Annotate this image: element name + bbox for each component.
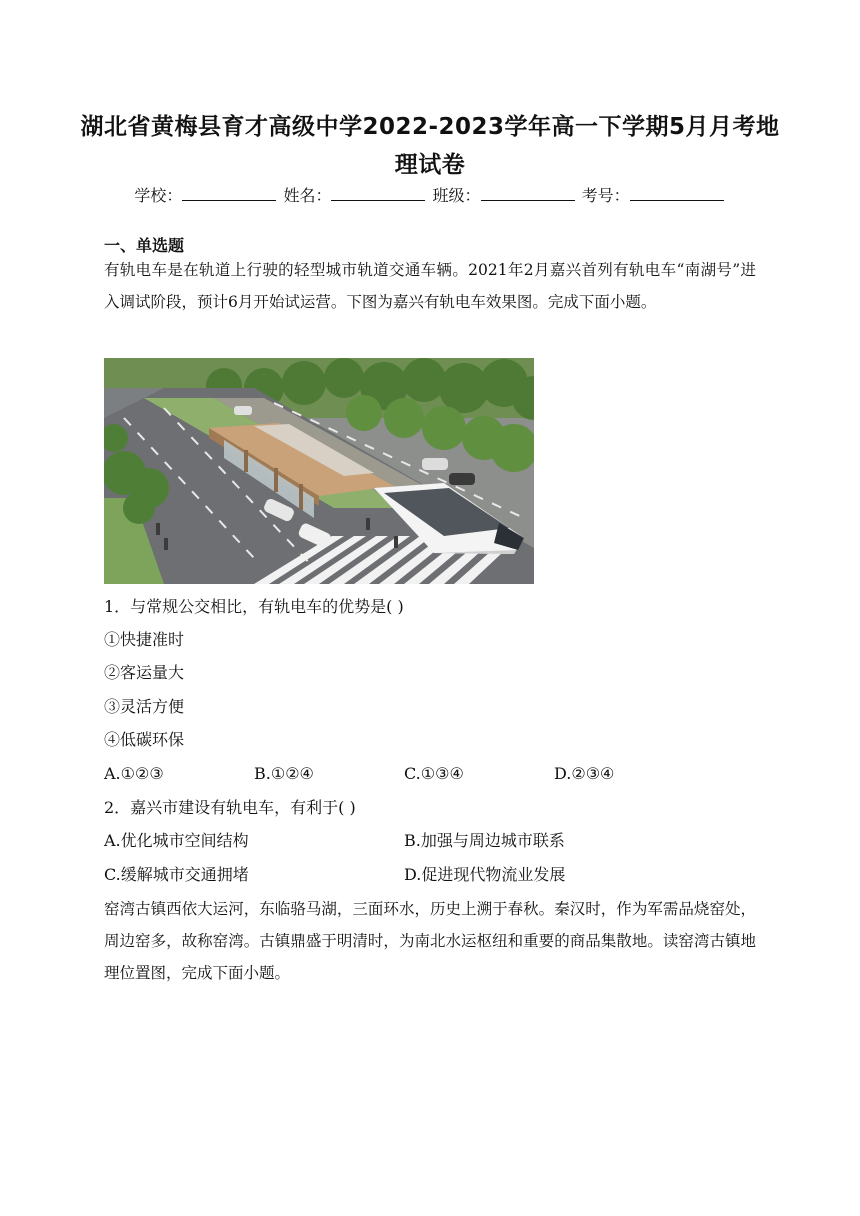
question-2-option-a[interactable]: A.优化城市空间结构 bbox=[104, 831, 249, 850]
passage-yaowan: 窑湾古镇西依大运河，东临骆马湖，三面环水，历史上溯于春秋。秦汉时，作为军需品烧窑处，周边窑多，故称窑湾。古镇鼎盛于明清时，为南北水运枢纽和重要的商品集散地。读窑湾古镇地理位置图，完成下面小题。 bbox=[104, 900, 756, 982]
class-blank[interactable] bbox=[481, 186, 575, 201]
section-heading: 一、单选题 bbox=[104, 236, 185, 255]
exam-number-label: 考号： bbox=[581, 186, 630, 205]
question-1-stem: 1．与常规公交相比，有轨电车的优势是( ) bbox=[104, 597, 404, 616]
name-label: 姓名： bbox=[283, 186, 332, 205]
question-1-option-a[interactable]: A.①②③ bbox=[104, 764, 164, 783]
question-1-item-1: ①快捷准时 bbox=[104, 630, 185, 649]
question-2-option-b[interactable]: B.加强与周边城市联系 bbox=[404, 831, 565, 850]
question-2-option-d[interactable]: D.促进现代物流业发展 bbox=[404, 865, 566, 884]
exam-number-blank[interactable] bbox=[630, 186, 724, 201]
school-label: 学校： bbox=[134, 186, 183, 205]
exam-title: 湖北省黄梅县育才高级中学2022-2023学年高一下学期5月月考地理试卷 bbox=[80, 114, 780, 178]
tram-illustration bbox=[104, 358, 534, 584]
passage-tram: 有轨电车是在轨道上行驶的轻型城市轨道交通车辆。2021年2月嘉兴首列有轨电车“南湖号”进入调试阶段，预计6月开始试运营。下图为嘉兴有轨电车效果图。完成下面小题。 bbox=[104, 261, 756, 311]
school-blank[interactable] bbox=[182, 186, 276, 201]
question-2-option-c[interactable]: C.缓解城市交通拥堵 bbox=[104, 865, 249, 884]
question-1-option-b[interactable]: B.①②④ bbox=[254, 764, 314, 783]
question-1-item-2: ②客运量大 bbox=[104, 663, 185, 682]
name-blank[interactable] bbox=[331, 186, 425, 201]
question-1-option-c[interactable]: C.①③④ bbox=[404, 764, 464, 783]
question-1-item-3: ③灵活方便 bbox=[104, 697, 185, 716]
question-1-option-d[interactable]: D.②③④ bbox=[554, 764, 615, 783]
student-info-line bbox=[0, 183, 860, 206]
question-2-stem: 2．嘉兴市建设有轨电车，有利于( ) bbox=[104, 798, 356, 817]
class-label: 班级： bbox=[432, 186, 481, 205]
question-1-item-4: ④低碳环保 bbox=[104, 730, 185, 749]
